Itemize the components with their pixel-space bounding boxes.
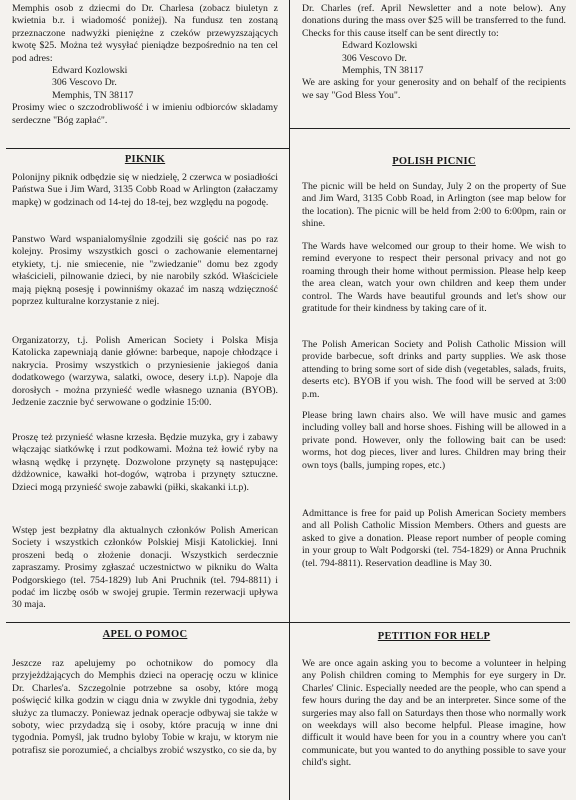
- intro-closing-pl: Prosimy wiec o szczodrobliwość i w imieniu odbiorców skladamy serdeczne "Bóg zapłać".: [12, 102, 278, 126]
- piknik-paragraph-1: Polonijny piknik odbędzie się w niedzielę, 2 czerwca w posiadłości Państwa Sue i Jim Ward, 3135 Cobb Road w Arlington (załaczamy mapkę) w godzinach od 14-tej do 18-tej, bez względu na pogodę.: [12, 172, 278, 208]
- right-column-english: [294, 0, 572, 800]
- picnic-paragraph-5: Admittance is free for paid up Polish American Society members and all Polish Catholic Mission Members. Others and guests are asked to give a donation. Please report number of people coming in your group to Walt Podgorski (tel. 754-1829) or Anna Pruchnik (tel. 794-8811). Reservation deadline is May 30.: [302, 508, 566, 569]
- intro-paragraph-en: Dr. Charles (ref. April Newsletter and a note below). Any donations during the mass over $25 will be transferred to the fund. Checks for this cause itself can be sent directly to:: [302, 3, 566, 39]
- address-line: Memphis, TN 38117: [52, 89, 134, 101]
- address-line: Edward Kozlowski: [342, 40, 418, 52]
- address-line: Edward Kozlowski: [52, 65, 128, 77]
- address-line: Memphis, TN 38117: [342, 65, 424, 77]
- piknik-paragraph-4: Proszę też przynieść własne krzesła. Będzie muzyka, gry i zabawy włączając siatkówkę i rzut podkowami. Można też łowić ryby na własną wędkę i przynętę. Dozwolone przynęty są następujące: dżdżownice, kawałki hot-dogów, wątroba i przynęty sztuczne. Dzieci mogą przynieść swoje zabawki (piłki, skakanki i.t.p).: [12, 432, 278, 493]
- piknik-heading: PIKNIK: [124, 154, 166, 165]
- piknik-paragraph-3: Organizatorzy, t.j. Polish American Society i Polska Misja Katolicka zapewniają danie główne: barbeque, napoje chłodzące i nakrycia. Prosimy wszystkich o przyniesienie jakiegoś dania dodatkowego (warzywa, salatki, owoce, desery i.t.p). Napoje dla dorosłych - można przynieść wedle własnego uznania (BYOB). Jedzenie zacznie być serwowane o godzinie 15:00.: [12, 335, 278, 409]
- petition-paragraph: We are once again asking you to become a volunteer in helping any Polish children coming to Memphis for eye surgery in Dr. Charles' Clinic. Especially needed are the people, who can spend a few hours during the day and be an interpreter. Since some of the surgeries may also fall on Saturdays then those who normally work on weekdays will also become helpful. Please imagine, how difficult it would have been for you in a country where you can't communicate, but you wanted to do anything possible to save your child's sight.: [302, 658, 566, 769]
- polish-picnic-heading: POLISH PICNIC: [392, 156, 476, 167]
- column-divider: [289, 0, 290, 800]
- petition-heading: PETITION FOR HELP: [377, 631, 491, 642]
- picnic-paragraph-4: Please bring lawn chairs also. We will have music and games including volley ball and horse shoes. Fishing will be allowed in a private pond. However, only the following bait can be used: worms, hot dog pieces, liver and lures. Children may bring their own toys (balls, jumping ropes, etc.): [302, 410, 566, 471]
- intro-paragraph-pl: Memphis osob z dziecmi do Dr. Charlesa (zobacz biuletyn z kwietnia b.r. i wiadomość poniżej). Na fundusz ten zostaną przeznaczone nadwyżki pieniężne z czeków przewyzszających kwotę $25. Można też wysyłać pieniądze bezpośrednio na ten cel pod adres:: [12, 3, 278, 64]
- address-line: 306 Vescovo Dr.: [342, 52, 407, 64]
- address-block-en: [302, 40, 566, 77]
- left-column-polish: [6, 0, 286, 800]
- picnic-paragraph-1: The picnic will be held on Sunday, July 2 on the property of Sue and Jim Ward, 3135 Cobb Road, in Arlington (see map below for the location). The picnic will be held from 2:00 to 6:00pm, rain or shine.: [302, 181, 566, 230]
- intro-closing-en: We are asking for your generosity and on behalf of the recipients we say "God Bless You".: [302, 77, 566, 101]
- piknik-paragraph-2: Panstwo Ward wspanialomyślnie zgodzili się gościć nas po raz kolejny. Prosimy wszystkich gosci o zachowanie elementarnej etykiety, t.j. nie smiecenie, nie "zwiedzanie" domu bez zgody właścicieli, pilnowanie dzieci, by nie narobily szkód. Właściciele mają piękną posesję i powinniśmy okazać im naszą wdzięczność poprzez kulturalne korzystanie z niej.: [12, 234, 278, 308]
- picnic-paragraph-3: The Polish American Society and Polish Catholic Mission will provide barbecue, soft drinks and party supplies. We ask those attending to bring some sort of side dish (vegetables, salads, fruits, deserts etc). BYOB if you wish. The food will be served at 3:00 p.m.: [302, 339, 566, 400]
- apel-paragraph: Jeszcze raz apelujemy po ochotnikow do pomocy dla przyjeżdżających do Memphis dzieci na operację oczu w klinice Dr. Charles'a. Szczegolnie potrzebne sa osoby, które mogą poświęcić kilka godzin w ciągu dnia w zwykle dni tygodnia, żeby służyc za tlumaczy. Poniewaz jednak operacje odbywaj sie także w soboty, wiec przydadzą się i osoby, które pracują w inne dni tygodnia. Pomyśl, jak trudno byloby Tobie w kraju, w ktorym nie potrafisz sie porozumieć, a chcialbys zrobić wszystko, co sie da, by: [12, 658, 278, 756]
- address-line: 306 Vescovo Dr.: [52, 77, 117, 89]
- apel-heading: APEL O POMOC: [102, 629, 188, 640]
- picnic-paragraph-2: The Wards have welcomed our group to their home. We wish to remind everyone to respect their personal privacy and not go roaming through their home without permission. Please help keep the area clean, watch your own children and keep them under control. The Wards have beautiful grounds and let's show our gratitude for their kindness by taking care of it.: [302, 241, 566, 315]
- address-block-pl: [12, 65, 278, 102]
- piknik-paragraph-5: Wstęp jest bezpłatny dla aktualnych członków Polish American Society i wszystkich członków Polskiej Misji Katolickiej. Inni proszeni bedą o złożenie donacji. Wszystkich serdecznie zapraszamy. Prosimy zgłaszać uczestnictwo w pikniku do Walta Podgorskiego (tel. 754-1829) lub Ani Pruchnik (tel. 794-8811) i podać im liczbę osób w swojej grupie. Termin rezerwacji upływa 30 maja.: [12, 525, 278, 611]
